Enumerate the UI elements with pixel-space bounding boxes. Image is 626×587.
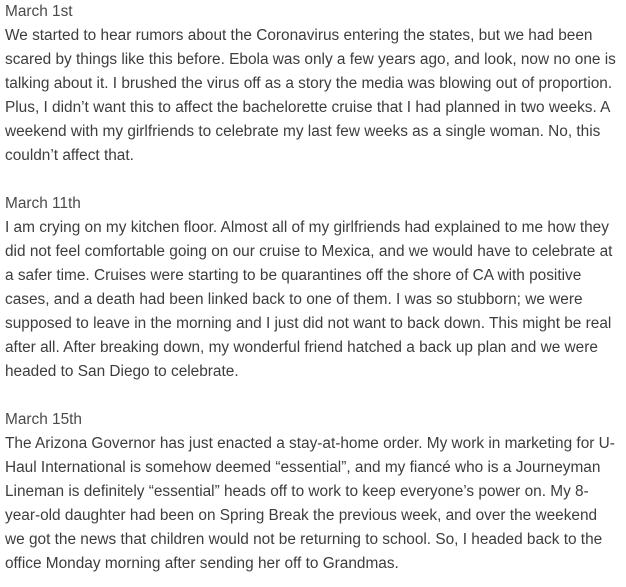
journal-entry-march-11: [5, 192, 621, 384]
entry-date: March 1st: [5, 3, 73, 20]
journal-entry-march-15: [5, 408, 621, 576]
entry-date: March 15th: [5, 411, 82, 428]
entry-date: March 11th: [5, 195, 81, 212]
journal-entry-march-1: [5, 0, 621, 168]
journal-page: [5, 0, 621, 576]
entry-body: The Arizona Governor has just enacted a stay-at-home order. My work in marketing for U-Haul International is somehow deemed “essential”, and my fiancé who is a Journeyman Lineman is definitely “essential” heads off to work to keep everyone’s power on. My 8-year-old daughter had been on Spring Break the previous week, and over the weekend we got the news that children would not be returning to school. So, I headed back to the office Monday morning after sending her off to Grandmas.: [5, 435, 615, 572]
entry-body: I am crying on my kitchen floor. Almost all of my girlfriends had explained to me how they did not feel comfortable going on our cruise to Mexica, and we would have to celebrate at a safer time. Cruises were starting to be quarantines off the shore of CA with positive cases, and a death had been linked back to one of them. I was so stubborn; we were supposed to leave in the morning and I just did not want to back down. This might be real after all. After breaking down, my wonderful friend hatched a back up plan and we were headed to San Diego to celebrate.: [5, 219, 613, 380]
entry-body: We started to hear rumors about the Coronavirus entering the states, but we had been scared by things like this before. Ebola was only a few years ago, and look, now no one is talking about it. I brushed the virus off as a story the media was blowing out of proportion. Plus, I didn’t want this to affect the bachelorette cruise that I had planned in two weeks. A weekend with my girlfriends to celebrate my last few weeks as a single woman. No, this couldn’t affect that.: [5, 27, 616, 164]
